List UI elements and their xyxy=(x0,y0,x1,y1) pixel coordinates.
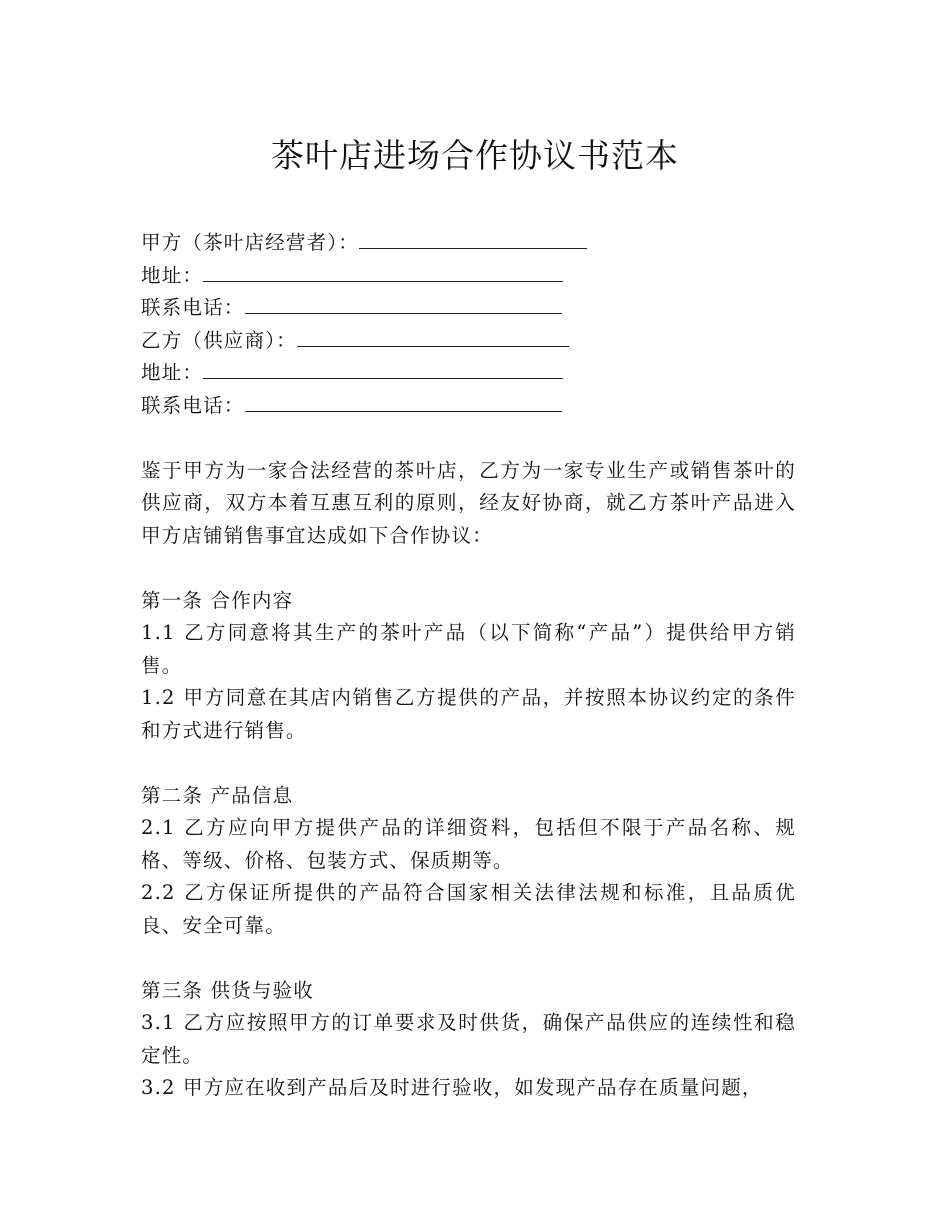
clause-paragraph: 2.1 乙方应向甲方提供产品的详细资料，包括但不限于产品名称、规格、等级、价格、包装方式、保质期等。 xyxy=(141,816,796,872)
clause-paragraph: 3.1 乙方应按照甲方的订单要求及时供货，确保产品供应的连续性和稳定性。 xyxy=(141,1011,796,1067)
party-b-address-line xyxy=(141,357,796,390)
party-b-address-label: 地址： xyxy=(141,361,204,384)
party-b-address-blank xyxy=(203,358,563,379)
party-a-phone-line xyxy=(141,292,796,325)
clause-paragraph: 1.2 甲方同意在其店内销售乙方提供的产品，并按照本协议约定的条件和方式进行销售。 xyxy=(141,686,796,742)
clause-paragraph: 1.1 乙方同意将其生产的茶叶产品（以下简称“产品”）提供给甲方销售。 xyxy=(141,621,796,677)
article-1 xyxy=(141,585,796,748)
party-b-phone-blank xyxy=(245,391,562,412)
party-a-name-blank xyxy=(359,228,587,249)
party-a-phone-label: 联系电话： xyxy=(141,296,245,319)
article-heading: 第三条 供货与验收 xyxy=(141,978,314,1002)
clause-paragraph: 2.2 乙方保证所提供的产品符合国家相关法律法规和标准，且品质优良、安全可靠。 xyxy=(141,881,796,937)
party-a-address-label: 地址： xyxy=(141,263,204,287)
party-a-address-blank xyxy=(203,261,563,282)
party-b-name-line xyxy=(141,325,796,358)
party-b-phone-line xyxy=(141,390,796,423)
party-a-address-line xyxy=(141,260,796,293)
article-2 xyxy=(141,780,796,943)
article-heading: 第一条 合作内容 xyxy=(141,588,294,612)
spacer xyxy=(141,422,796,455)
spacer xyxy=(141,942,796,975)
party-a-name-label: 甲方（茶叶店经营者）： xyxy=(141,231,359,254)
preamble-paragraph: 鉴于甲方为一家合法经营的茶叶店，乙方为一家专业生产或销售茶叶的供应商，双方本着互惠互利的原则，经友好协商，就乙方茶叶产品进入甲方店铺销售事宜达成如下合作协议： xyxy=(141,458,796,547)
party-b-name-label: 乙方（供应商）： xyxy=(141,328,297,352)
spacer xyxy=(141,552,796,585)
party-b-phone-label: 联系电话： xyxy=(141,393,245,417)
document-body xyxy=(141,227,796,1105)
party-info-block xyxy=(141,227,796,422)
party-a-phone-blank xyxy=(245,293,562,314)
article-3 xyxy=(141,975,796,1105)
spacer xyxy=(141,747,796,780)
article-heading: 第二条 产品信息 xyxy=(141,783,294,807)
document-title: 茶叶店进场合作协议书范本 xyxy=(271,136,679,175)
party-b-name-blank xyxy=(297,326,569,347)
clause-paragraph: 3.2 甲方应在收到产品后及时进行验收，如发现产品存在质量问题， xyxy=(141,1076,763,1099)
party-a-name-line xyxy=(141,227,796,260)
